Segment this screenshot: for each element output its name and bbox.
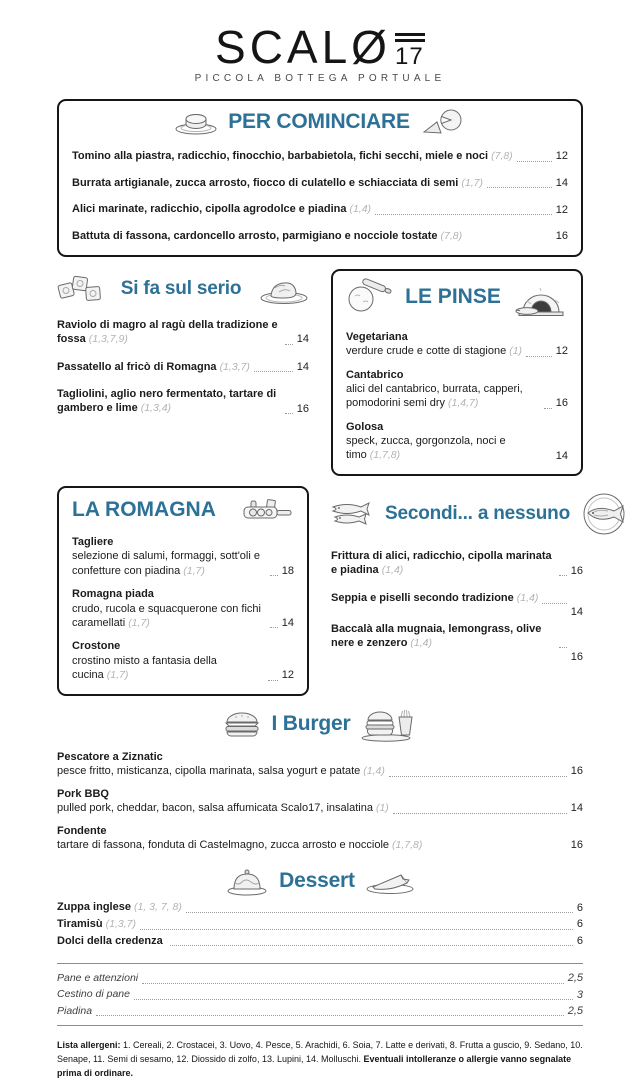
item-allergens: (1) bbox=[375, 801, 389, 814]
cake-slice-icon bbox=[365, 867, 415, 895]
dotted-leader bbox=[134, 999, 573, 1000]
section-title: I Burger bbox=[271, 711, 351, 735]
item-price: 14 bbox=[555, 449, 568, 462]
section-title: Dessert bbox=[279, 869, 355, 893]
extra-item bbox=[57, 988, 583, 1002]
menu-item bbox=[57, 750, 583, 779]
item-price: 2,5 bbox=[567, 972, 583, 985]
item-name: Pane e attenzioni bbox=[57, 972, 139, 985]
dotted-leader bbox=[254, 371, 293, 372]
section-title: LA ROMAGNA bbox=[72, 497, 216, 521]
section-title-row bbox=[57, 273, 309, 305]
section-title-row bbox=[57, 706, 583, 742]
item-price: 12 bbox=[281, 669, 294, 682]
menu-item bbox=[57, 360, 309, 375]
item-desc-text: verdure crude e cotte di stagione bbox=[346, 344, 507, 357]
item-description bbox=[346, 434, 539, 463]
section-secondi bbox=[331, 486, 583, 696]
menu-item bbox=[346, 368, 568, 411]
item-price: 14 bbox=[570, 802, 583, 815]
section-per-cominciare bbox=[57, 99, 583, 257]
rolling-pin-icon bbox=[346, 277, 392, 313]
item-text bbox=[72, 202, 371, 217]
section-title-row bbox=[72, 494, 294, 526]
item-price: 3 bbox=[576, 988, 583, 1001]
item-allergens: (1,3,7,9) bbox=[88, 332, 128, 345]
item-allergens: (1,7) bbox=[106, 669, 129, 682]
item-name: Vegetariana bbox=[346, 330, 408, 343]
item-name: Pork BBQ bbox=[57, 787, 109, 800]
item-name: Tagliolini, aglio nero fermentato, tartare di gambero e lime bbox=[57, 388, 277, 415]
item-allergens: (1,7,8) bbox=[369, 449, 401, 462]
item-price: 14 bbox=[296, 333, 309, 346]
item-name: Passatello al fricò di Romagna bbox=[57, 360, 217, 373]
dotted-leader bbox=[517, 161, 552, 162]
item-text bbox=[331, 549, 555, 578]
item-price: 14 bbox=[570, 606, 583, 619]
item-text bbox=[57, 360, 250, 375]
section-title: Si fa sul serio bbox=[120, 277, 242, 299]
dotted-leader bbox=[393, 813, 567, 814]
dotted-leader bbox=[268, 680, 277, 681]
extra-item bbox=[57, 971, 583, 985]
menu-item bbox=[57, 787, 583, 816]
item-price: 12 bbox=[555, 203, 568, 216]
item-name: Pescatore a Ziznatic bbox=[57, 750, 163, 763]
section-la-romagna bbox=[57, 486, 309, 696]
fish-plate-icon bbox=[580, 492, 628, 536]
ravioli-icon bbox=[57, 273, 103, 305]
item-description bbox=[72, 654, 264, 683]
item-desc-text: crostino misto a fantasia della cucina bbox=[72, 654, 217, 682]
item-text bbox=[57, 318, 281, 347]
item-desc-text: speck, zucca, gorgonzola, noci e timo bbox=[346, 435, 506, 462]
item-price: 2,5 bbox=[567, 1005, 583, 1017]
item-price: 6 bbox=[576, 901, 583, 914]
menu-item bbox=[57, 318, 309, 347]
section-title: Secondi... a nessuno bbox=[385, 502, 570, 524]
allergen-note-list: 1. Cereali, 2. Crostacei, 3. Uovo, 4. Pesce, 5. Arachidi, 6. Soia, 7. Latte e derivati, 8. Frutta a guscio, 9. Sedano, 10. Senape, 11. Semi di sesamo, 12. Diossido di zolfo, 13. Lupini, 14. Molluschi. bbox=[57, 1040, 583, 1065]
logo-17-mark bbox=[395, 33, 425, 69]
item-desc-text: tartare di fassona, fonduta di Castelmagno, zucca arrosto e nocciole bbox=[57, 838, 390, 851]
item-price: 12 bbox=[555, 345, 568, 358]
item-text bbox=[331, 591, 538, 606]
item-allergens: (1,4) bbox=[410, 636, 433, 649]
dotted-leader bbox=[544, 408, 552, 409]
allergen-note bbox=[57, 1039, 583, 1081]
dotted-leader bbox=[559, 575, 567, 576]
item-text bbox=[72, 176, 483, 191]
dotted-leader bbox=[140, 929, 573, 930]
item-price: 14 bbox=[281, 617, 294, 630]
item-desc-text: alici del cantabrico, burrata, capperi, pomodorini semi dry bbox=[346, 382, 523, 410]
item-price: 16 bbox=[570, 564, 583, 577]
item-price: 6 bbox=[576, 918, 583, 931]
item-price: 16 bbox=[555, 230, 568, 243]
menu-item bbox=[57, 934, 583, 949]
item-text bbox=[72, 149, 513, 164]
logo-subtitle: PICCOLA BOTTEGA PORTUALE bbox=[194, 73, 446, 84]
menu-item bbox=[331, 549, 583, 578]
item-name: Raviolo di magro al ragù della tradizione e fossa bbox=[57, 318, 278, 345]
item-name: Cantabrico bbox=[346, 368, 404, 381]
item-allergens: (1,4,7) bbox=[448, 397, 479, 410]
restaurant-logo bbox=[57, 0, 583, 84]
dotted-leader bbox=[285, 413, 293, 414]
item-description bbox=[57, 764, 385, 779]
item-allergens: (1,7) bbox=[128, 616, 150, 629]
item-price: 16 bbox=[296, 402, 309, 415]
item-text bbox=[57, 900, 182, 915]
item-allergens: (1,3,4) bbox=[140, 402, 172, 415]
item-allergens: (1,7) bbox=[461, 176, 483, 189]
cheese-wedges-icon bbox=[420, 107, 466, 137]
allergen-note-warning: Eventuali intolleranze o allergie vanno segnalate prima di ordinare. bbox=[57, 1054, 572, 1079]
item-price: 16 bbox=[570, 651, 583, 664]
item-price: 12 bbox=[555, 150, 568, 163]
dotted-leader bbox=[96, 1015, 564, 1016]
menu-item bbox=[72, 229, 568, 244]
item-name: Alici marinate, radicchio, cipolla agrodolce e piadina bbox=[72, 203, 347, 216]
section-title: PER COMINCIARE bbox=[228, 110, 410, 133]
item-description bbox=[72, 549, 266, 578]
item-description bbox=[57, 801, 389, 816]
dotted-leader bbox=[285, 344, 293, 345]
menu-item bbox=[331, 622, 583, 664]
item-desc-text: pesce fritto, misticanza, cipolla marinata, salsa yogurt e patate bbox=[57, 764, 361, 777]
dotted-leader bbox=[270, 575, 278, 576]
item-name: Crostone bbox=[72, 640, 121, 653]
logo-number: 17 bbox=[394, 43, 424, 70]
burger-fries-icon bbox=[360, 706, 418, 742]
section-title-row bbox=[331, 492, 583, 536]
allergen-note-label: Lista allergeni: bbox=[57, 1040, 121, 1051]
roast-plate-icon bbox=[259, 273, 309, 305]
section-dessert bbox=[57, 866, 583, 948]
section-burger bbox=[57, 706, 583, 853]
item-name: Dolci della credenza bbox=[57, 934, 163, 947]
item-allergens: (1,4) bbox=[381, 564, 404, 577]
pudding-icon bbox=[225, 866, 269, 896]
item-name: Tagliere bbox=[72, 535, 114, 548]
item-name: Baccalà alla mugnaia, lemongrass, olive nere e zenzero bbox=[331, 622, 542, 649]
item-name: Frittura di alici, radicchio, cipolla marinata e piadina bbox=[331, 549, 552, 577]
item-name: Piadina bbox=[57, 1004, 93, 1017]
menu-item bbox=[72, 535, 294, 578]
logo-bar bbox=[395, 39, 425, 42]
wood-oven-icon bbox=[514, 277, 568, 321]
item-text bbox=[57, 387, 281, 416]
section-title: LE PINSE bbox=[405, 284, 501, 308]
dotted-leader bbox=[526, 356, 552, 357]
item-allergens: (1, 3, 7, 8) bbox=[133, 901, 182, 914]
dotted-leader bbox=[487, 187, 552, 188]
item-price: 16 bbox=[570, 839, 583, 852]
item-text bbox=[331, 622, 555, 651]
item-price: 14 bbox=[296, 360, 309, 373]
item-price: 18 bbox=[281, 564, 294, 577]
item-desc-text: selezione di salumi, formaggi, sott'oli e confetture con piadina bbox=[72, 550, 260, 577]
item-allergens: (1,3,7) bbox=[105, 918, 137, 931]
item-name: Fondente bbox=[57, 824, 107, 837]
item-allergens: (1,3,7) bbox=[219, 360, 250, 373]
menu-item bbox=[72, 587, 294, 630]
section-title-row bbox=[57, 866, 583, 896]
item-name: Golosa bbox=[346, 420, 384, 433]
dotted-leader bbox=[389, 776, 567, 777]
item-allergens: (7,8) bbox=[440, 229, 463, 242]
item-name: Tomino alla piastra, radicchio, finocchio, barbabietola, fichi secchi, miele e noci bbox=[72, 150, 489, 162]
item-description bbox=[72, 602, 266, 631]
item-text bbox=[57, 917, 136, 932]
item-desc-text: pulled pork, cheddar, bacon, salsa affumicata Scalo17, insalatina bbox=[57, 801, 373, 814]
menu-item bbox=[72, 202, 568, 217]
item-allergens: (1,7) bbox=[183, 564, 205, 577]
item-allergens: (1,4) bbox=[516, 591, 539, 604]
item-allergens: (7,8) bbox=[491, 150, 513, 162]
item-allergens: (1) bbox=[509, 344, 523, 357]
item-desc-text: crudo, rucola e squacquerone con fichi caramellati bbox=[72, 602, 261, 629]
item-price: 16 bbox=[570, 765, 583, 778]
menu-item bbox=[57, 917, 583, 932]
dotted-leader bbox=[270, 627, 278, 628]
item-allergens: (1,4) bbox=[363, 764, 385, 777]
item-description bbox=[346, 344, 522, 359]
item-name: Tiramisù bbox=[57, 918, 103, 931]
item-name: Seppia e piselli secondo tradizione bbox=[331, 591, 514, 604]
item-text bbox=[72, 229, 462, 244]
item-name: Burrata artigianale, zucca arrosto, fiocco di culatello e schiacciata di semi bbox=[72, 176, 459, 189]
section-si-fa-sul-serio bbox=[57, 269, 309, 476]
extras-block bbox=[57, 963, 583, 1026]
salumi-board-icon bbox=[242, 494, 294, 526]
dotted-leader bbox=[559, 647, 567, 648]
menu-item bbox=[57, 900, 583, 915]
item-description bbox=[346, 382, 540, 411]
logo-wordmark: SCALØ bbox=[215, 21, 391, 73]
item-allergens: (1,7,8) bbox=[392, 838, 423, 851]
dotted-leader bbox=[375, 214, 552, 215]
menu-item bbox=[331, 591, 583, 619]
section-le-pinse bbox=[331, 269, 583, 476]
anchovies-icon bbox=[331, 499, 375, 529]
item-name: Cestino di pane bbox=[57, 988, 130, 1001]
item-name: Battuta di fassona, cardoncello arrosto, parmigiano e nocciole tostate bbox=[72, 229, 438, 242]
menu-item bbox=[346, 420, 568, 463]
item-description bbox=[57, 838, 422, 853]
menu-item bbox=[72, 149, 568, 164]
menu-item bbox=[72, 176, 568, 191]
menu-item bbox=[57, 824, 583, 853]
dotted-leader bbox=[170, 945, 573, 946]
item-allergens: (1,4) bbox=[349, 203, 372, 216]
section-title-row bbox=[72, 107, 568, 137]
menu-item bbox=[57, 387, 309, 416]
dotted-leader bbox=[142, 983, 564, 984]
tomino-plate-icon bbox=[174, 108, 218, 136]
item-price: 16 bbox=[555, 397, 568, 410]
dotted-leader bbox=[542, 603, 566, 604]
extra-item bbox=[57, 1004, 583, 1018]
item-price: 14 bbox=[555, 176, 568, 189]
item-price: 6 bbox=[576, 935, 583, 948]
logo-bar bbox=[395, 33, 425, 36]
dotted-leader bbox=[186, 912, 573, 913]
item-text bbox=[57, 934, 166, 949]
item-name: Zuppa inglese bbox=[57, 901, 131, 914]
menu-item bbox=[346, 330, 568, 359]
item-name: Romagna piada bbox=[72, 588, 154, 601]
menu-item bbox=[72, 639, 294, 682]
burger-icon bbox=[222, 710, 262, 738]
section-title-row bbox=[346, 277, 568, 321]
